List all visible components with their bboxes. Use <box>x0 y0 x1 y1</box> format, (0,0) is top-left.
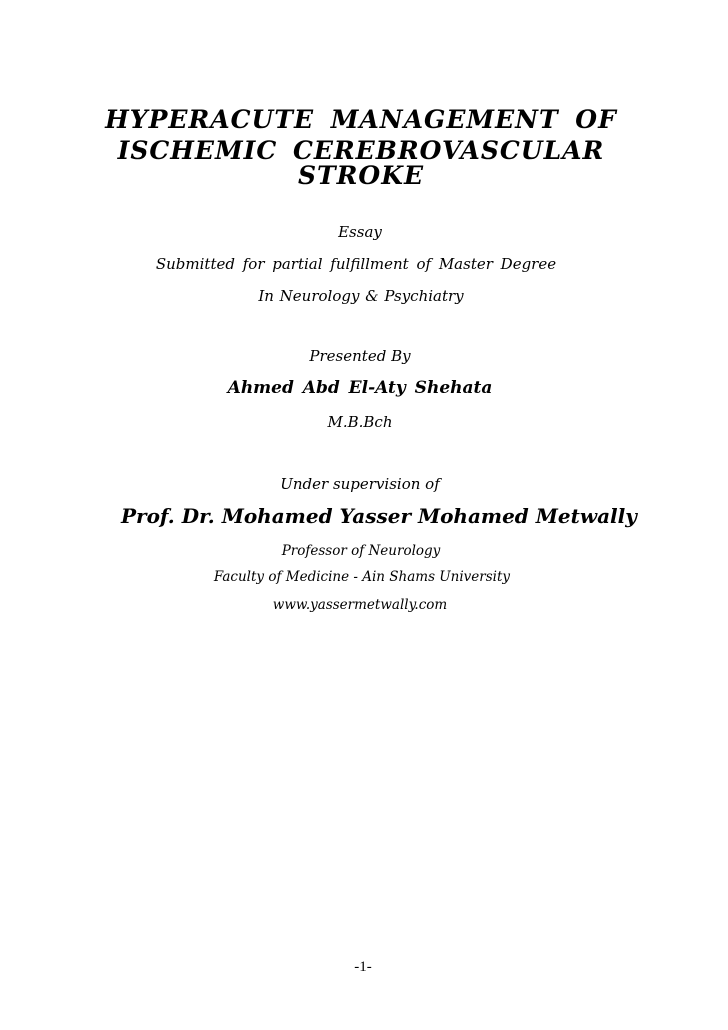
title-line-2: ISCHEMIC CEREBROVASCULAR <box>117 136 605 165</box>
presented-by-label: Presented By <box>309 347 411 365</box>
supervision-label: Under supervision of <box>280 475 440 493</box>
essay-label: Essay <box>338 223 382 241</box>
supervisor-website: www.yassermetwally.com <box>272 597 448 613</box>
title-line-3: STROKE <box>298 161 424 190</box>
supervisor-position: Professor of Neurology <box>281 543 441 559</box>
submitted-text: Submitted for partial fulfillment of Master Degree <box>155 255 557 273</box>
author-degree: M.B.Bch <box>327 413 393 431</box>
supervisor-affiliation: Faculty of Medicine - Ain Shams University <box>213 569 511 585</box>
title-line-1: HYPERACUTE MANAGEMENT OF <box>105 105 617 134</box>
author-name: Ahmed Abd El-Aty Shehata <box>227 378 493 398</box>
supervisor-name: Prof. Dr. Mohamed Yasser Mohamed Metwally <box>121 504 637 528</box>
field-text: In Neurology & Psychiatry <box>258 287 464 305</box>
page-number: -1- <box>354 959 372 975</box>
